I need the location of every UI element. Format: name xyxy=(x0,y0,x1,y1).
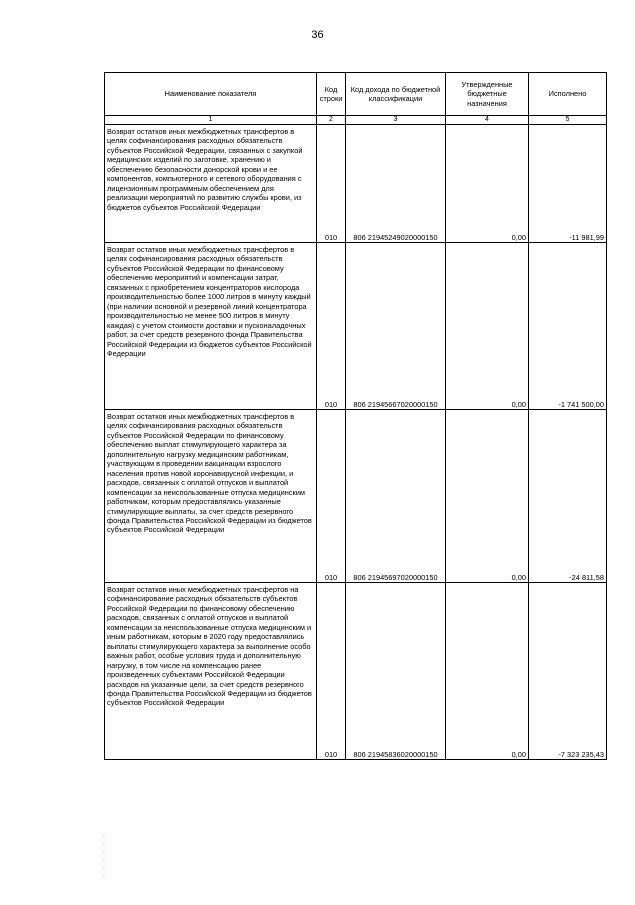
approved-amount: 0,00 xyxy=(446,410,529,583)
table-header-row xyxy=(105,73,607,116)
indicator-name: Возврат остатков иных межбюджетных трансфертов на софинансирование расходных обязательств субъектов Российской Федерации по финансовому обеспечению расходов, связанных с оплатой отпусков и выплатой компенсации за неиспользованные отпуска медицинским и иным работникам, которым в 2020 году предоставлялись выплаты стимулирующего характера за выполнение особо важных работ, особые условия труда и дополнительную нагрузку, в том числе на компенсацию ранее произведенных субъектами Российской Федерации расходов на указанные цели, за счет средств резервного фонда Правительства Российской Федерации из бюджетов субъектов Российской Федерации xyxy=(105,583,317,760)
table-row xyxy=(105,125,607,243)
header-income-code: Код дохода по бюджетной классификации xyxy=(346,73,446,116)
column-number: 4 xyxy=(446,116,529,125)
column-number: 1 xyxy=(105,116,317,125)
table-row xyxy=(105,583,607,760)
column-number-row xyxy=(105,116,607,125)
income-code: 806 21945836020000150 xyxy=(346,583,446,760)
header-line-code: Код строки xyxy=(317,73,346,116)
budget-report-table xyxy=(104,72,607,760)
table-row xyxy=(105,243,607,410)
header-indicator-name: Наименование показателя xyxy=(105,73,317,116)
indicator-name: Возврат остатков иных межбюджетных трансфертов в целях софинансирования расходных обязательств субъектов Российской Федерации по финансовому обеспечению выплат стимулирующего характера за дополнительную нагрузку медицинским работникам, участвующим в проведении вакцинации взрослого населения против новой коронавирусной инфекции, и расходов, связанных с оплатой отпусков и выплатой компенсации за неиспользованные отпуска медицинским работникам, которым предоставлялись указанные стимулирующие выплаты, за счет средств резервного фонда Правительства Российской Федерации из бюджетов субъектов Российской Федерации xyxy=(105,410,317,583)
income-code: 806 21945249020000150 xyxy=(346,125,446,243)
indicator-name: Возврат остатков иных межбюджетных трансфертов в целях софинансирования расходных обязательств субъектов Российской Федерации по финансовому обеспечению мероприятий и компенсации затрат, связанных с приобретением концентраторов кислорода производительностью более 1000 литров в минуту каждый (при наличии основной и резервной линий концентратора производительностью не менее 500 литров в минуту каждая) с учетом стоимости доставки и пусконаладочных работ, за счет средств резервного фонда Правительства Российской Федерации из бюджетов субъектов Российской Федерации xyxy=(105,243,317,410)
table-row xyxy=(105,410,607,583)
executed-amount: -7 323 235,43 xyxy=(529,583,607,760)
header-executed: Исполнено xyxy=(529,73,607,116)
approved-amount: 0,00 xyxy=(446,243,529,410)
header-approved: Утвержденные бюджетные назначения xyxy=(446,73,529,116)
line-code: 010 xyxy=(317,410,346,583)
scan-margin-marks: . . . . . . xyxy=(103,832,105,879)
column-number: 3 xyxy=(346,116,446,125)
executed-amount: -11 981,99 xyxy=(529,125,607,243)
column-number: 5 xyxy=(529,116,607,125)
page-number: 36 xyxy=(311,29,324,41)
indicator-name: Возврат остатков иных межбюджетных трансфертов в целях софинансирования расходных обязательств субъектов Российской Федерации, связанных с закупкой медицинских изделий по заготовке, хранению и обеспечению безопасности донорской крови и ее компонентов, компьютерного и сетевого оборудования с лицензионным программным обеспечением для реализации мероприятий по развитию службы крови, из бюджетов субъектов Российской Федерации xyxy=(105,125,317,243)
line-code: 010 xyxy=(317,243,346,410)
approved-amount: 0,00 xyxy=(446,583,529,760)
column-number: 2 xyxy=(317,116,346,125)
approved-amount: 0,00 xyxy=(446,125,529,243)
executed-amount: -24 811,58 xyxy=(529,410,607,583)
line-code: 010 xyxy=(317,125,346,243)
line-code: 010 xyxy=(317,583,346,760)
income-code: 806 21945667020000150 xyxy=(346,243,446,410)
income-code: 806 21945697020000150 xyxy=(346,410,446,583)
executed-amount: -1 741 500,00 xyxy=(529,243,607,410)
